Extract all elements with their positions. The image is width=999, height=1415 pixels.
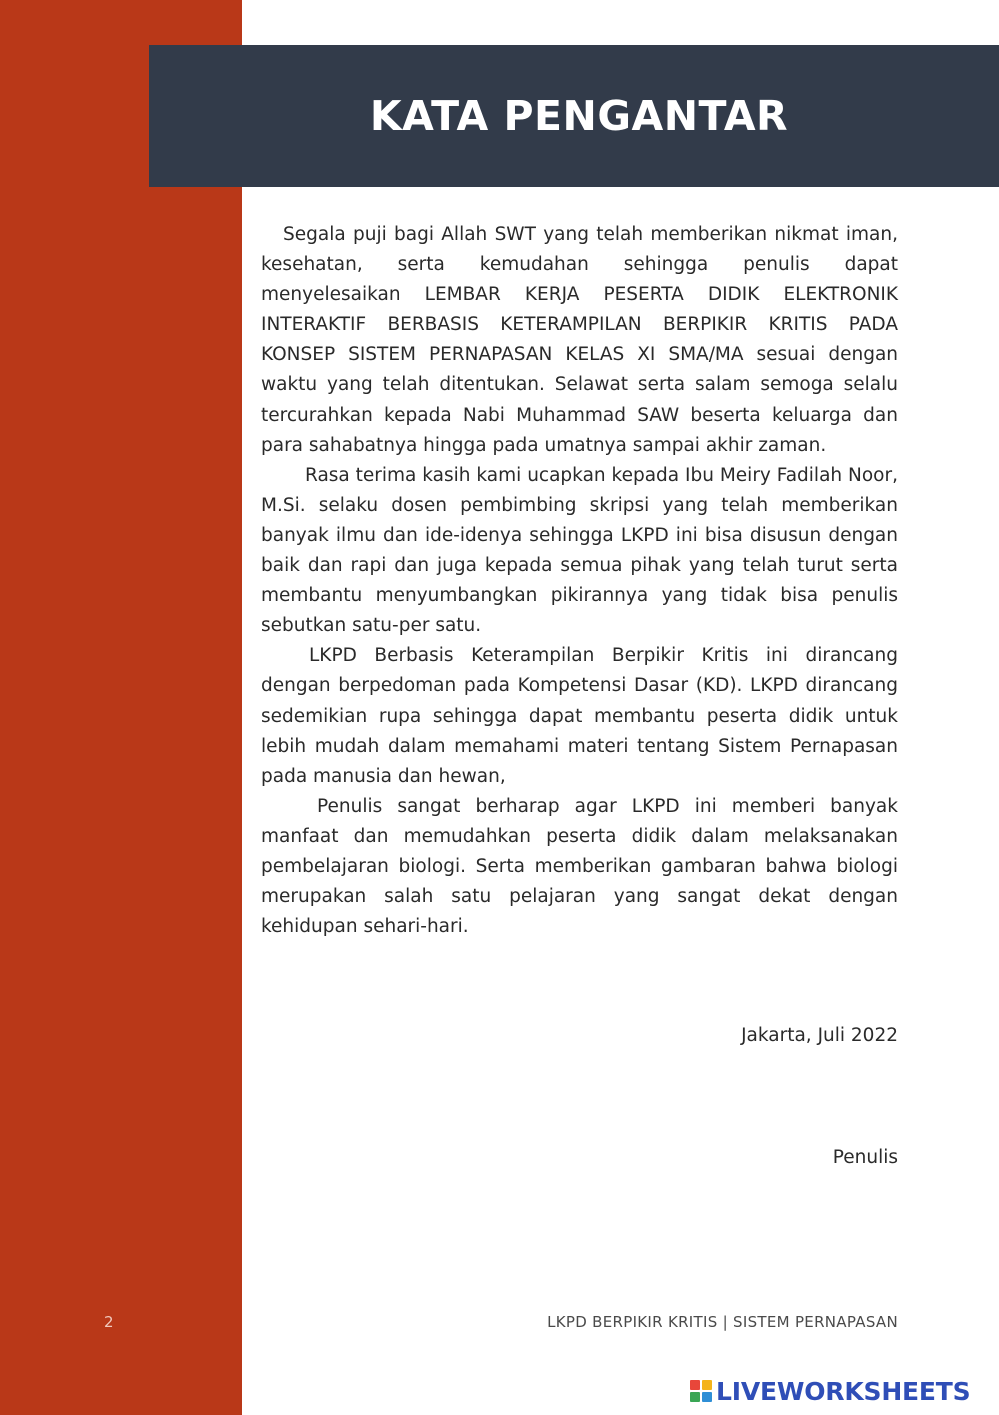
- logo-square-blue: [702, 1392, 712, 1402]
- body-text: [261, 220, 898, 942]
- logo-square-red: [690, 1380, 700, 1390]
- paragraph-2: Rasa terima kasih kami ucapkan kepada Ibu Meiry Fadilah Noor, M.Si. selaku dosen pembimbing skripsi yang telah memberikan banyak ilmu dan ide-idenya sehingga LKPD ini bisa disusun dengan baik dan rapi dan juga kepada semua pihak yang telah turut serta membantu menyumbangkan pikirannya yang tidak bisa penulis sebutkan satu-per satu.: [261, 464, 898, 637]
- liveworksheets-brand-text: LIVEWORKSHEETS: [716, 1376, 971, 1406]
- liveworksheets-watermark: [690, 1375, 970, 1407]
- footer-document-title: LKPD BERPIKIR KRITIS | SISTEM PERNAPASAN: [547, 1313, 898, 1331]
- logo-square-green: [690, 1392, 700, 1402]
- signer: Penulis: [832, 1147, 898, 1168]
- liveworksheets-logo-icon: [690, 1380, 712, 1402]
- title-banner: [149, 45, 999, 187]
- logo-square-yellow: [702, 1380, 712, 1390]
- paragraph-1: Segala puji bagi Allah SWT yang telah memberikan nikmat iman, kesehatan, serta kemudahan sehingga penulis dapat menyelesaikan LEMBAR KERJA PESERTA DIDIK ELEKTRONIK INTERAKTIF BERBASIS KETERAMPILAN BERPIKIR KRITIS PADA KONSEP SISTEM PERNAPASAN KELAS XI SMA/MA sesuai dengan waktu yang telah ditentukan. Selawat serta salam semoga selalu tercurahkan kepada Nabi Muhammad SAW beserta keluarga dan para sahabatnya hingga pada umatnya sampai akhir zaman.: [261, 224, 898, 456]
- place-date: Jakarta, Juli 2022: [741, 1025, 898, 1046]
- page-title: KATA PENGANTAR: [369, 92, 789, 140]
- left-accent-bar: [0, 0, 242, 1415]
- page-number: 2: [104, 1313, 114, 1331]
- paragraph-3: LKPD Berbasis Keterampilan Berpikir Kritis ini dirancang dengan berpedoman pada Kompetensi Dasar (KD). LKPD dirancang sedemikian rupa sehingga dapat membantu peserta didik untuk lebih mudah dalam memahami materi tentang Sistem Pernapasan pada manusia dan hewan,: [261, 645, 898, 787]
- paragraph-4: Penulis sangat berharap agar LKPD ini memberi banyak manfaat dan memudahkan peserta didik dalam melaksanakan pembelajaran biologi. Serta memberikan gambaran bahwa biologi merupakan salah satu pelajaran yang sangat dekat dengan kehidupan sehari-hari.: [261, 795, 898, 938]
